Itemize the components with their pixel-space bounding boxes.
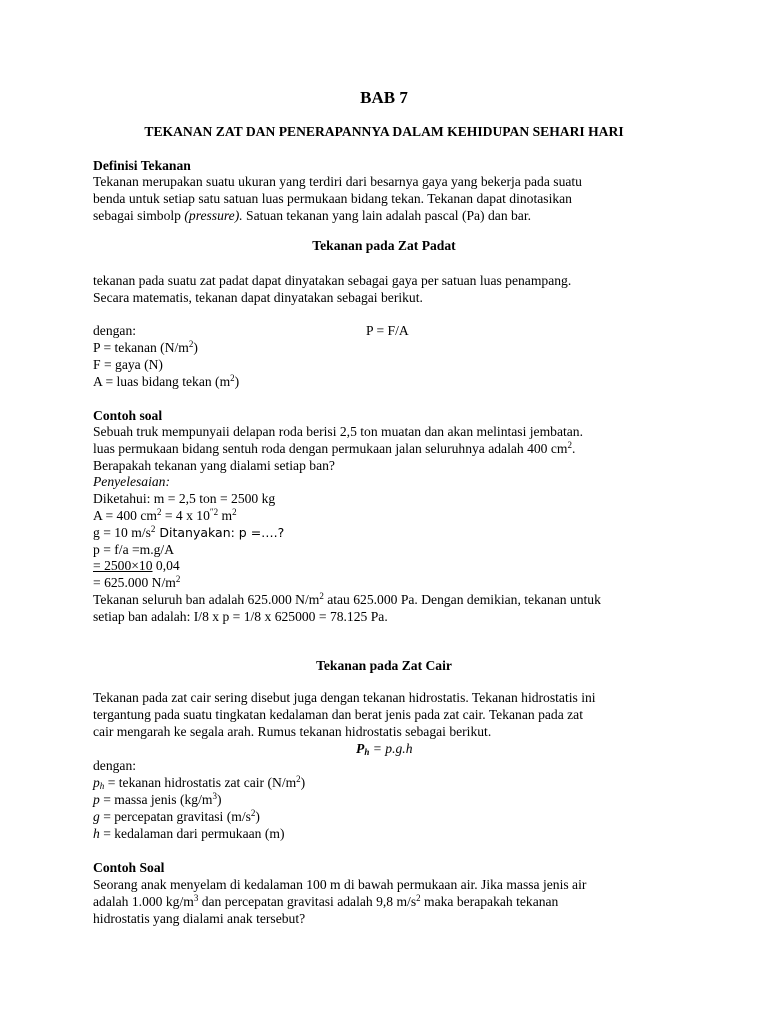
solid-var-a [93,374,239,391]
solid-var-p-sup: 2 [188,339,194,349]
definition-line-3-start: sebagai simbolp [93,208,185,223]
var-g-text: = percepatan gravitasi (m/s [99,809,251,824]
known-gravity-sup: 2 [150,524,156,534]
known-area-sup2: ″2 [209,507,219,517]
solid-var-a-sup: 2 [230,373,235,383]
solid-var-f: F = gaya (N) [93,357,163,372]
solid-dengan: dengan: [93,323,137,338]
solid-heading: Tekanan pada Zat Padat [312,238,456,253]
definition-line-2: benda untuk setiap satu satuan luas permukaan bidang tekan. Tekanan dapat dinotasikan [93,191,572,206]
var-g-sup: 2 [250,808,256,818]
known-gravity-a: g = 10 m/s [93,525,151,540]
known-area-a: A = 400 cm [93,508,157,523]
solution-label: Penyelesaian: [93,474,170,489]
formula-rest: = p.g.h [369,741,413,756]
answer-line-2: setiap ban adalah: I/8 x p = 1/8 x 625000 = 78.125 Pa. [93,609,388,624]
solid-var-p-end: ) [193,340,198,355]
formula-p: P [356,741,365,756]
var-ph-symbol: p [93,775,100,790]
known-area-sup1: 2 [156,507,162,517]
liquid-dengan: dengan: [93,758,137,773]
solid-var-a-text: A = luas bidang tekan (m [93,374,231,389]
definition-line-3-end: Satuan tekanan yang lain adalah pascal (Pa) dan bar. [242,208,532,223]
calc-step-3-text: = 625.000 N/m [93,575,176,590]
pressure-term: (pressure). [184,208,243,223]
liquid-var-g [93,809,260,826]
var-h-symbol: h [93,826,100,841]
var-rho-text: = massa jenis (kg/m [99,792,213,807]
solid-line-1: tekanan pada suatu zat padat dapat dinyatakan sebagai gaya per satuan luas penampang. [93,273,572,288]
example1-q2-text: luas permukaan bidang sentuh roda dengan permukaan jalan seluruhnya adalah 400 cm [93,441,568,456]
var-rho-end: ) [216,792,222,807]
hydrostatic-formula [356,741,413,758]
solid-formula: P = F/A [366,323,409,338]
liquid-var-ph [93,775,305,792]
liquid-var-rho [93,792,221,809]
example1-heading: Contoh soal [93,408,163,423]
liquid-line-1: Tekanan pada zat cair sering disebut juga dengan tekanan hidrostatis. Tekanan hidrostatis ini [93,690,596,705]
example1-q1: Sebuah truk mempunyaii delapan roda berisi 2,5 ton muatan dan akan melintasi jembatan. [93,424,583,439]
formula-sub: h [364,747,370,757]
example2-heading: Contoh Soal [93,860,165,875]
example2-q1: Seorang anak menyelam di kedalaman 100 m di bawah permukaan air. Jika massa jenis air [93,877,587,892]
var-g-end: ) [255,809,260,824]
calc-step-1: p = f/a =m.g/A [93,542,175,557]
known-area-c: m [218,508,233,523]
example2-q3: hidrostatis yang dialami anak tersebut? [93,911,306,926]
example2-q2-a: adalah 1.000 kg/m [93,894,194,909]
var-h-text: = kedalaman dari permukaan (m) [99,826,285,841]
var-ph-sub: h [99,781,105,791]
definition-heading: Definisi Tekanan [93,158,191,173]
answer-line-1-a: Tekanan seluruh ban adalah 625.000 N/m [93,592,320,607]
var-ph-end: ) [300,775,306,790]
example2-q2 [93,894,558,911]
known-mass: Diketahui: m = 2,5 ton = 2500 kg [93,491,276,506]
calc-step-2-denominator: 0,04 [152,558,180,573]
var-ph-sup: 2 [296,774,301,784]
solid-var-p [93,340,198,357]
definition-line-1: Tekanan merupakan suatu ukuran yang terdiri dari besarnya gaya yang bekerja pada suatu [93,174,582,189]
liquid-heading: Tekanan pada Zat Cair [316,658,452,673]
liquid-line-2: tergantung pada suatu tingkatan kedalaman dan berat jenis pada zat cair. Tekanan pada zat [93,707,583,722]
definition-line-3 [93,208,531,225]
example1-q2-sup: 2 [567,440,572,450]
calc-step-2 [93,558,180,575]
calc-step-3 [93,575,180,592]
main-title: TEKANAN ZAT DAN PENERAPANNYA DALAM KEHIDUPAN SEHARI HARI [144,124,624,139]
solid-var-p-text: P = tekanan (N/m [93,340,189,355]
example1-q2 [93,441,575,458]
var-ph-text: = tekanan hidrostatis zat cair (N/m [104,775,297,790]
calc-step-3-sup: 2 [175,574,181,584]
solid-var-a-end: ) [234,374,240,389]
var-rho-symbol: p [93,792,100,807]
answer-line-1-b: atau 625.000 Pa. Dengan demikian, tekanan untuk [323,592,601,607]
example1-q2-end: . [572,441,576,456]
chapter-title: BAB 7 [360,88,408,107]
liquid-line-3: cair mengarah ke segala arah. Rumus tekanan hidrostatis sebagai berikut. [93,724,492,739]
example2-q2-sup1: 3 [193,893,199,903]
solid-line-2: Secara matematis, tekanan dapat dinyatakan sebagai berikut. [93,290,423,305]
liquid-var-h [93,826,284,843]
example2-q2-c: maka berapakah tekanan [420,894,559,909]
var-g-symbol: g [93,809,100,824]
answer-line-1 [93,592,601,609]
var-rho-sup: 3 [212,791,217,801]
known-area-b: = 4 x 10 [161,508,210,523]
example1-q3: Berapakah tekanan yang dialami setiap ban? [93,458,335,473]
example2-q2-b: dan percepatan gravitasi adalah 9,8 m/s [198,894,417,909]
calc-step-2-numerator: = 2500×10 [93,558,153,573]
known-area-sup3: 2 [232,507,237,517]
example2-q2-sup2: 2 [416,893,421,903]
answer-line-1-sup: 2 [319,591,324,601]
asked-text: Ditanyakan: p =….? [155,525,285,540]
known-gravity [93,525,284,542]
known-area [93,508,237,525]
